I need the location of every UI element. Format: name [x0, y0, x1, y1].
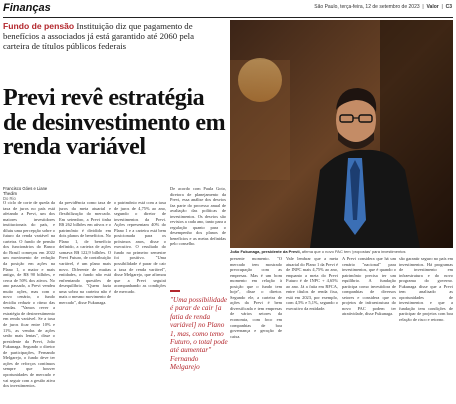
body-column-3: o patrimônio está com a taxa de juros de 4,75% ao ano, segundo o diretor de investimentos da Previ. Ações representam 40% do Plano 1 e a carteira está bem posicionada para os próximos anos, disse o executivo. O resultado do fundo no primeiro semestre foi positivo. "Uma possibilidade é parar de cair a taxa de renda variável", disse Melgarejo, que afirmou que a Previ seguirá acompanhando as condições de mercado.	[114, 200, 166, 294]
page-header	[0, 0, 456, 16]
body-column-1: O ciclo de corte de queda da taxa de juros no país está afetando a Previ, um dos maiores investidores institucionais do país, e diluiu uma percepção sobre o futuro da renda variável na carteira. O fundo de pensão dos funcionários do Banco do Brasil começou em 2022 um movimento de redução da posição em ações na Plano 1, o maior e mais antigo, de R$ 90 bilhões, e cerca de 50% dos ativos. No ano passado, a Previ vendeu muito ações, mas com o novo cenário, o fundo decidiu reduzir o ritmo das vendas. "Vamos rever a estratégia de desinvestimento em renda variável. Se a taxa de juros ficar entre 10% e 11%, as vendas de ações serão mais lentas", disse o presidente da Previ, João Fukunaga. Segundo o diretor de participações, Fernando Melgarejo, o fundo deve ter ações de reforços contínuos sempre que houver oportunidades de mercado e vai seguir com a gestão ativa dos investimentos.	[3, 200, 55, 389]
headline: Previ revê estratégia de desinvestimento em renda variável	[3, 85, 226, 160]
pull-quote	[170, 296, 228, 372]
kicker-text: Instituição diz que pagamento de benefícios a associados já está garantido até 2060 pela carteira de títulos públicos federais	[3, 21, 195, 51]
body-column-6: Vale lembrar que a meta atuarial do Plano 1 da Previ é de INPC mais 4,75% ao ano, enquanto a meta do Previ Futuro é de INPC + 4,65% ao ano. Já a fatia em RFCA, entre títulos de renda fixa, está em 2023, por exemplo, com 4,5% e 5,1%, segundo o executivo da entidade.	[286, 256, 338, 311]
body-column-8: são garantir seguro no país em investimentos. Há programas de investimento em infraestrutura e do novo programa do governo. Fukunaga disse que a Previ tem analisado as oportunidades de investimentos e que a fundação tem condições de participar de projetos com boa relação de risco e retorno.	[399, 256, 453, 323]
page-number: C3	[445, 4, 452, 10]
portrait-image	[230, 20, 453, 248]
body-column-5: presente momento. "O mercado tem mostrado preocupação com as empresas. Mas é um bom momento em relação à posição que o fundo tem hoje", disse o diretor. Segundo ele, a carteira de ações da Previ é bem diversificada e tem empresas de vários setores da economia, com foco em companhias de boa governança e geração de caixa.	[230, 256, 282, 339]
pull-quote-text: "Uma possibilidade é parar de cair [a fatia de renda variável] no Plano 1, mas, como temo Futuro, o total pode até aumentar"	[170, 296, 228, 355]
pull-quote-rule	[170, 290, 180, 292]
body-column-4: De acordo com Paula Goto, diretora de planejamento da Previ, essa análise dos desvios faz parte do processo anual de avaliação das políticas de investimentos. Os desvios são revistos a cada ano, tanto para a regulação quanto para o desempenho dos planos de benefícios e as metas definidas pelo conselho.	[170, 186, 226, 247]
body-column-7: A Previ considera que há um cenário "nacional" para investimentos, que é quando o patrimônio precisa ter um equilíbrio. A fundação participa como investidora de companhias de diversos setores e considera que os projetos de infraestrutura do novo PAC podem ter atratividade, disse Fukunaga.	[342, 256, 396, 317]
article-photo	[230, 20, 453, 248]
body-column-2: da previdência como taxa de juros da meta atuarial e flexibilização do mercado. Em setembro, a Previ tinha R$ 262 bilhões em ativos e o patrimônio é dividido em dois planos de benefícios. No Plano 1, de benefício definido, a carteira de ações somava R$ 122,9 bilhões. O Previ Futuro, de contribuição variável, é um plano mais novo. Diferente de muitas entidades, o fundo não está enfrentando questões de desequilíbrio. "Quem fazia uma sobra na carteira não é mais o mesmo movimento de mercado", disse Fukunaga.	[59, 200, 111, 305]
brand-name: Valor	[426, 4, 439, 10]
byline	[3, 186, 53, 201]
kicker: Fundo de pensão	[3, 21, 75, 31]
byline-authors: Francisco Góes e Liane Thedim	[3, 186, 48, 196]
city-date: São Paulo, terça-feira, 12 de setembro de 2023	[314, 4, 420, 10]
masthead: São Paulo, terça-feira, 12 de setembro de 2023 | Valor | C3	[314, 4, 452, 10]
byline-location: Do Rio	[3, 196, 16, 201]
pull-quote-author: Fernando Melgarejo	[170, 354, 200, 372]
section-title: Finanças	[3, 2, 51, 14]
kicker-block	[3, 21, 221, 51]
photo-caption	[230, 249, 453, 254]
caption-name: João Fukunaga, presidente da Previi,	[230, 249, 301, 254]
header-rule	[3, 17, 453, 18]
caption-text: afirma que o novo PAC tem 'propostas' para investimentos	[300, 249, 406, 254]
